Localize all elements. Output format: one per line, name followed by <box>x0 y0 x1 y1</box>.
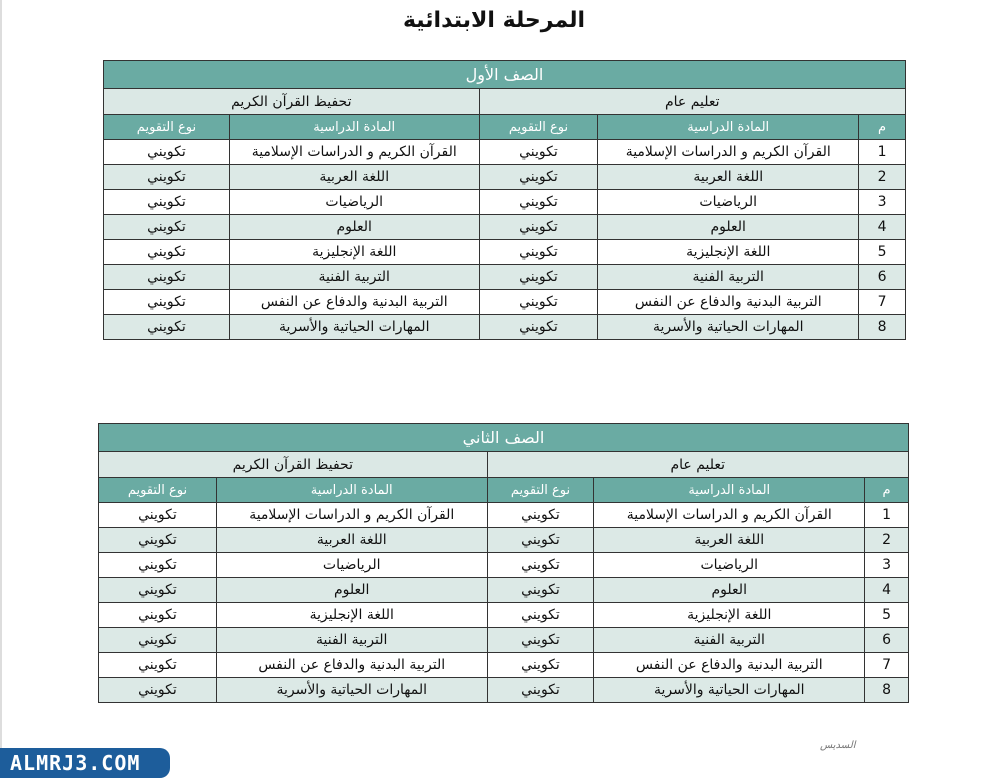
quran-evaluation-type: تكويني <box>104 190 230 215</box>
quran-evaluation-type: تكويني <box>104 165 230 190</box>
table-row <box>99 678 909 703</box>
evaluation-type: تكويني <box>479 140 598 165</box>
row-number: 8 <box>865 678 909 703</box>
table-row <box>99 553 909 578</box>
quran-subject: اللغة الإنجليزية <box>216 603 487 628</box>
table-row <box>99 503 909 528</box>
quran-evaluation-type: تكويني <box>104 265 230 290</box>
col-subject: المادة الدراسية <box>594 478 865 503</box>
subject: التربية الفنية <box>594 628 865 653</box>
quran-subject: القرآن الكريم و الدراسات الإسلامية <box>229 140 479 165</box>
row-number: 4 <box>865 578 909 603</box>
col-subject: المادة الدراسية <box>598 115 859 140</box>
quran-subject: التربية البدنية والدفاع عن النفس <box>216 653 487 678</box>
quran-subject: المهارات الحياتية والأسرية <box>216 678 487 703</box>
table-row <box>99 603 909 628</box>
col-eval: نوع التقويم <box>479 115 598 140</box>
evaluation-type: تكويني <box>479 265 598 290</box>
grade-title-row <box>104 61 906 89</box>
row-number: 7 <box>865 653 909 678</box>
col-quran-subject: المادة الدراسية <box>229 115 479 140</box>
row-number: 8 <box>859 315 906 340</box>
grade-title: الصف الأول <box>104 61 906 89</box>
table-row <box>104 240 906 265</box>
quran-subject: القرآن الكريم و الدراسات الإسلامية <box>216 503 487 528</box>
quran-evaluation-type: تكويني <box>104 140 230 165</box>
track-quran: تحفيظ القرآن الكريم <box>99 452 488 478</box>
table-row <box>99 528 909 553</box>
subject: التربية البدنية والدفاع عن النفس <box>594 653 865 678</box>
row-number: 5 <box>865 603 909 628</box>
track-general: تعليم عام <box>479 89 905 115</box>
evaluation-type: تكويني <box>479 290 598 315</box>
row-number: 2 <box>859 165 906 190</box>
quran-evaluation-type: تكويني <box>99 653 217 678</box>
signature: السديس <box>820 740 856 751</box>
table-row <box>104 190 906 215</box>
subject: اللغة العربية <box>598 165 859 190</box>
table-row <box>104 215 906 240</box>
quran-subject: العلوم <box>229 215 479 240</box>
evaluation-type: تكويني <box>479 215 598 240</box>
quran-subject: التربية البدنية والدفاع عن النفس <box>229 290 479 315</box>
evaluation-type: تكويني <box>487 678 594 703</box>
row-number: 7 <box>859 290 906 315</box>
row-number: 4 <box>859 215 906 240</box>
col-quran-subject: المادة الدراسية <box>216 478 487 503</box>
col-quran-eval: نوع التقويم <box>104 115 230 140</box>
evaluation-type: تكويني <box>487 503 594 528</box>
subject: المهارات الحياتية والأسرية <box>594 678 865 703</box>
track-quran: تحفيظ القرآن الكريم <box>104 89 480 115</box>
subject: التربية البدنية والدفاع عن النفس <box>598 290 859 315</box>
table-row <box>99 578 909 603</box>
quran-evaluation-type: تكويني <box>99 503 217 528</box>
table-row <box>99 628 909 653</box>
watermark-logo: ALMRJ3.COM <box>0 748 170 778</box>
quran-subject: المهارات الحياتية والأسرية <box>229 315 479 340</box>
quran-evaluation-type: تكويني <box>99 528 217 553</box>
table-row <box>104 165 906 190</box>
quran-evaluation-type: تكويني <box>99 578 217 603</box>
column-header-row <box>99 478 909 503</box>
column-header-row <box>104 115 906 140</box>
grade-title-row <box>99 424 909 452</box>
table-row <box>104 140 906 165</box>
track-general: تعليم عام <box>487 452 908 478</box>
row-number: 1 <box>859 140 906 165</box>
row-number: 6 <box>859 265 906 290</box>
subject: القرآن الكريم و الدراسات الإسلامية <box>594 503 865 528</box>
page-title: المرحلة الابتدائية <box>402 8 586 33</box>
quran-evaluation-type: تكويني <box>104 290 230 315</box>
evaluation-type: تكويني <box>487 553 594 578</box>
subject: العلوم <box>594 578 865 603</box>
quran-subject: اللغة الإنجليزية <box>229 240 479 265</box>
evaluation-type: تكويني <box>479 165 598 190</box>
quran-evaluation-type: تكويني <box>104 315 230 340</box>
subject: اللغة الإنجليزية <box>594 603 865 628</box>
quran-evaluation-type: تكويني <box>99 603 217 628</box>
evaluation-type: تكويني <box>479 240 598 265</box>
quran-subject: التربية الفنية <box>216 628 487 653</box>
row-number: 6 <box>865 628 909 653</box>
col-num: م <box>859 115 906 140</box>
subject: اللغة الإنجليزية <box>598 240 859 265</box>
table-row <box>104 315 906 340</box>
row-number: 5 <box>859 240 906 265</box>
quran-subject: اللغة العربية <box>229 165 479 190</box>
quran-subject: العلوم <box>216 578 487 603</box>
quran-evaluation-type: تكويني <box>104 240 230 265</box>
row-number: 3 <box>859 190 906 215</box>
quran-evaluation-type: تكويني <box>99 553 217 578</box>
row-number: 3 <box>865 553 909 578</box>
quran-evaluation-type: تكويني <box>104 215 230 240</box>
subject: الرياضيات <box>598 190 859 215</box>
evaluation-type: تكويني <box>487 578 594 603</box>
quran-evaluation-type: تكويني <box>99 678 217 703</box>
evaluation-type: تكويني <box>487 528 594 553</box>
quran-subject: الرياضيات <box>229 190 479 215</box>
quran-subject: الرياضيات <box>216 553 487 578</box>
row-number: 2 <box>865 528 909 553</box>
evaluation-type: تكويني <box>487 653 594 678</box>
subject: القرآن الكريم و الدراسات الإسلامية <box>598 140 859 165</box>
subject: العلوم <box>598 215 859 240</box>
table-row <box>99 653 909 678</box>
quran-subject: التربية الفنية <box>229 265 479 290</box>
evaluation-type: تكويني <box>479 315 598 340</box>
col-quran-eval: نوع التقويم <box>99 478 217 503</box>
evaluation-type: تكويني <box>487 603 594 628</box>
quran-subject: اللغة العربية <box>216 528 487 553</box>
subject: المهارات الحياتية والأسرية <box>598 315 859 340</box>
subject: اللغة العربية <box>594 528 865 553</box>
evaluation-type: تكويني <box>479 190 598 215</box>
subject: الرياضيات <box>594 553 865 578</box>
subject: التربية الفنية <box>598 265 859 290</box>
col-num: م <box>865 478 909 503</box>
col-eval: نوع التقويم <box>487 478 594 503</box>
table-row <box>104 265 906 290</box>
quran-evaluation-type: تكويني <box>99 628 217 653</box>
track-row <box>99 452 909 478</box>
track-row <box>104 89 906 115</box>
table-row <box>104 290 906 315</box>
evaluation-type: تكويني <box>487 628 594 653</box>
row-number: 1 <box>865 503 909 528</box>
grade-table <box>103 60 906 340</box>
page-edge <box>0 0 2 778</box>
grade-title: الصف الثاني <box>99 424 909 452</box>
grade-table <box>98 423 909 703</box>
